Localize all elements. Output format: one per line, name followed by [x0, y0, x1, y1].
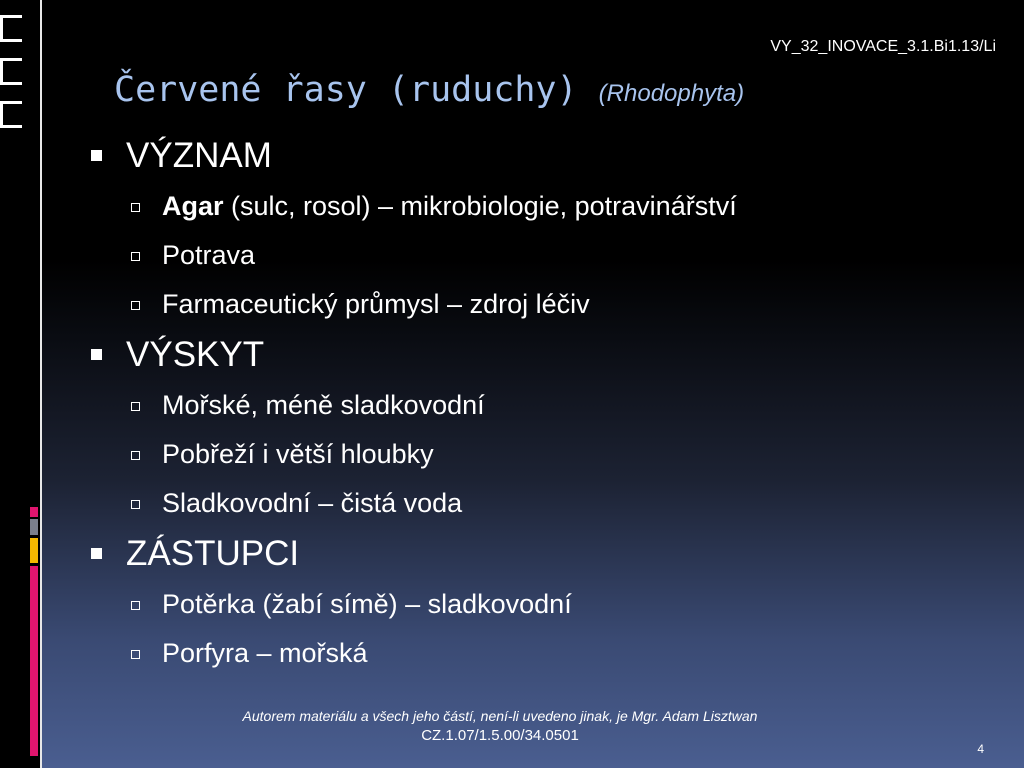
list-item [88, 430, 988, 479]
left-decoration-strip [0, 0, 42, 768]
square-bullet-icon [91, 349, 102, 360]
list-item [88, 381, 988, 430]
title-latin: (Rhodophyta) [598, 80, 745, 107]
section-heading: VÝZNAM [88, 130, 988, 182]
section-heading: VÝSKYT [88, 329, 988, 381]
title-main: Červené řasy (ruduchy) [114, 70, 578, 110]
slide-title [114, 70, 744, 110]
item-text: Potěrka (žabí símě) – sladkovodní [162, 589, 572, 619]
item-text: Farmaceutický průmysl – zdroj léčiv [162, 289, 590, 319]
item-text: Sladkovodní – čistá voda [162, 488, 463, 518]
slide-content [88, 130, 988, 678]
footer-author: Autorem materiálu a všech jeho částí, není-li uvedeno jinak, je Mgr. Adam Lisztwan [242, 708, 758, 724]
footer-project-code: CZ.1.07/1.5.00/34.0501 [421, 727, 579, 744]
square-bullet-icon [91, 150, 102, 161]
hollow-square-bullet-icon [131, 203, 140, 212]
item-text: Porfyra – mořská [162, 638, 368, 668]
list-item [88, 182, 988, 231]
square-bullet-icon [91, 548, 102, 559]
list-item [88, 580, 988, 629]
hollow-square-bullet-icon [131, 500, 140, 509]
list-item [88, 231, 988, 280]
accent-bar-pink-long [30, 566, 38, 756]
item-text: Pobřeží i větší hloubky [162, 439, 434, 469]
accent-bar-pink [30, 507, 38, 517]
accent-bar-yellow [30, 538, 38, 563]
list-item [88, 280, 988, 329]
page-number: 4 [977, 742, 984, 756]
decoration-square [0, 15, 22, 42]
item-text: (sulc, rosol) – mikrobiologie, potravinářství [223, 191, 737, 221]
material-code: VY_32_INOVACE_3.1.Bi1.13/Li [770, 38, 996, 55]
accent-bar-gray [30, 519, 38, 535]
section-heading: ZÁSTUPCI [88, 528, 988, 580]
hollow-square-bullet-icon [131, 601, 140, 610]
left-divider-line [40, 0, 42, 768]
list-item [88, 479, 988, 528]
item-text: Potrava [162, 240, 256, 270]
hollow-square-bullet-icon [131, 650, 140, 659]
hollow-square-bullet-icon [131, 402, 140, 411]
footer [150, 706, 850, 746]
hollow-square-bullet-icon [131, 252, 140, 261]
decoration-square [0, 58, 22, 85]
item-text: Mořské, méně sladkovodní [162, 390, 485, 420]
item-bold-text: Agar [162, 191, 224, 221]
list-item [88, 629, 988, 678]
hollow-square-bullet-icon [131, 451, 140, 460]
decoration-square [0, 101, 22, 128]
hollow-square-bullet-icon [131, 301, 140, 310]
